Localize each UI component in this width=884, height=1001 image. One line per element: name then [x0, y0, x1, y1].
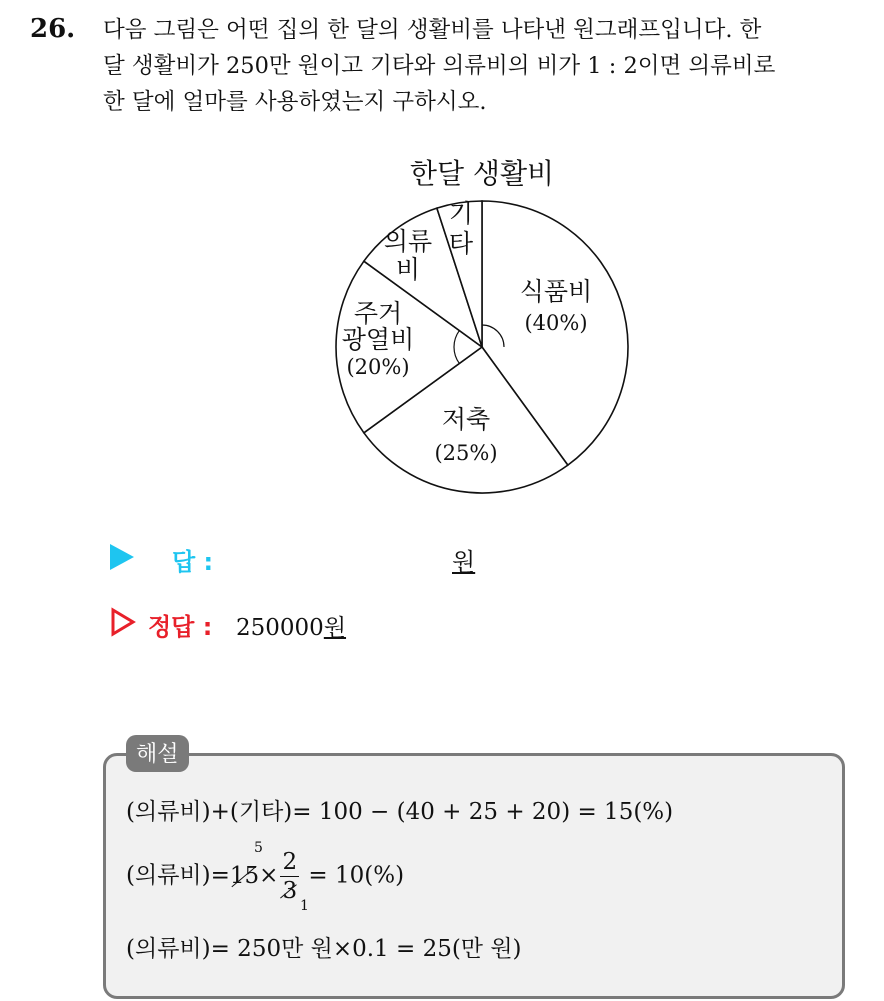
fraction-numerator: 2 [282, 849, 298, 875]
correct-unit: 원 [323, 615, 347, 641]
pie-label-2-line-2: (25%) [434, 441, 498, 465]
fraction [280, 848, 299, 905]
correct-value: 250000 [236, 615, 324, 641]
pie-label-2-line-1: 저축 [441, 405, 491, 434]
pie-label-5-line-2: 타 [448, 229, 474, 258]
question-line-2: 달 생활비가 250만 원이고 기타와 의류비의 비가 1 : 2이면 의류비로 [103, 53, 776, 79]
hollow-triangle-icon [110, 607, 136, 637]
question-line-1: 다음 그림은 어떤 집의 한 달의 생활비를 나타낸 원그래프입니다. 한 [103, 17, 762, 43]
answer-row [110, 540, 530, 580]
struck-number [230, 863, 259, 889]
question-number: 26. [30, 14, 76, 44]
answer-label: 답 : [172, 548, 214, 576]
question-line-3: 한 달에 얼마를 사용하였는지 구하시오. [103, 89, 487, 115]
filled-triangle-icon [110, 544, 134, 570]
solution-tag: 해설 [126, 735, 189, 772]
fraction-denominator-text: 3 [282, 878, 298, 904]
solution-line-3: (의류비)= 250만 원×0.1 = 25(만 원) [126, 936, 522, 962]
cancel-bottom-number: 1 [300, 898, 309, 914]
solution-line-1: (의류비)+(기타)= 100 − (40 + 25 + 20) = 15(%) [126, 799, 674, 825]
pie-label-5-line-1: 기 [448, 199, 474, 228]
correct-answer-row [110, 605, 510, 645]
pie-label-4-line-1: 의류 [383, 227, 433, 256]
answer-unit: 원 [452, 548, 476, 576]
correct-value-group [236, 609, 346, 642]
pie-label-3-line-3: (20%) [346, 355, 410, 379]
pie-label-1-line-2: (40%) [524, 311, 588, 335]
fraction-denominator [280, 877, 299, 905]
pie-label-4-line-2: 비 [395, 255, 421, 284]
chart-title: 한달 생활비 [409, 157, 555, 190]
solution-line-2 [126, 848, 404, 905]
solution-line-2-prefix: (의류비)= [126, 862, 230, 889]
struck-number-text: 15 [229, 862, 260, 889]
solution-line-2-suffix: = 10(%) [308, 862, 405, 889]
cancel-top-number: 5 [254, 840, 263, 856]
correct-label: 정답 : [148, 613, 213, 641]
pie-label-3-line-1: 주거 [353, 299, 403, 328]
pie-label-3-line-2: 광열비 [341, 325, 415, 354]
times-sign: × [259, 862, 279, 889]
pie-label-1-line-1: 식품비 [519, 277, 593, 306]
